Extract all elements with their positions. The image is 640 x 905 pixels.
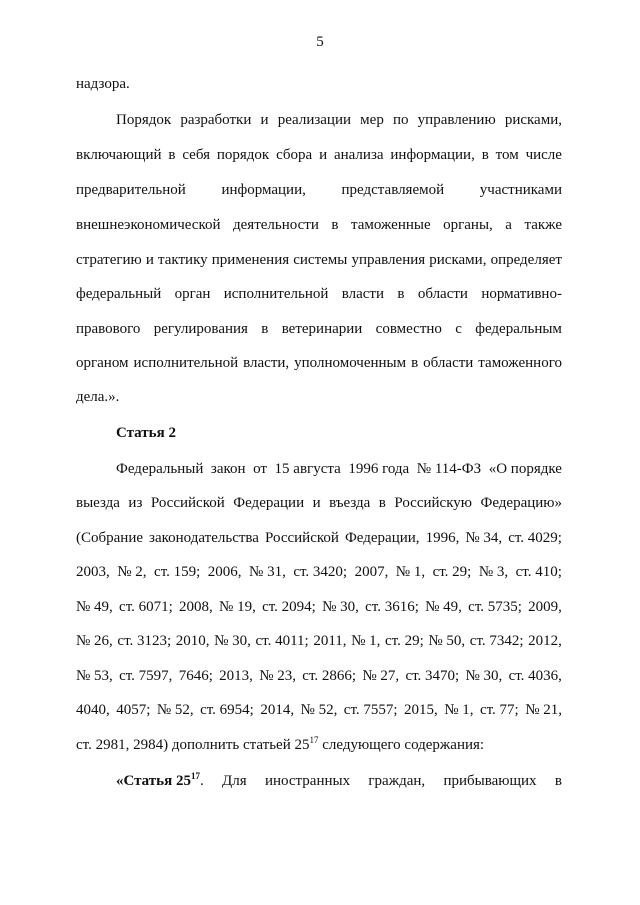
word: в	[168, 147, 176, 163]
word: Федеральный	[116, 461, 204, 477]
word: ст. 2094;	[262, 599, 316, 615]
word: федеральный	[76, 286, 162, 302]
word: деятельности	[233, 217, 319, 233]
new-article-word: граждан,	[368, 773, 426, 789]
word: № 49,	[76, 599, 113, 615]
word: власти,	[243, 355, 290, 371]
word: исполнительной	[133, 355, 239, 371]
word: 2014,	[260, 702, 295, 718]
word: ст. 5735;	[468, 599, 522, 615]
paragraph-3-line-4	[76, 563, 562, 581]
word: орган	[174, 286, 211, 302]
word: ст. 7597,	[119, 668, 173, 684]
word: № 30,	[322, 599, 359, 615]
word: определяет	[490, 252, 562, 268]
word: № 31,	[249, 564, 286, 580]
word: ст. 2866;	[302, 668, 357, 684]
word: уполномоченным	[294, 355, 407, 371]
word: ст. 159;	[154, 564, 201, 580]
paragraph-2-line-4	[76, 216, 562, 234]
word: 2008,	[179, 599, 213, 615]
new-article-title-period: .	[199, 773, 204, 789]
paragraph-2-line-6	[76, 285, 562, 303]
word: ст. 7342;	[469, 633, 524, 649]
word: ст. 77;	[479, 702, 519, 718]
paragraph-3-line-6	[76, 632, 562, 650]
word: и	[260, 112, 269, 128]
paragraph-3-line-8	[76, 701, 562, 719]
word: управлению	[417, 112, 496, 128]
word: ст. 6071;	[119, 599, 173, 615]
word: 1996 года	[348, 461, 410, 477]
word: 2003,	[76, 564, 110, 580]
paragraph-2-line-9: дела.».	[76, 389, 120, 405]
word: № 52,	[156, 702, 194, 718]
word: в	[331, 217, 339, 233]
word: 2011,	[313, 633, 347, 649]
word: разработки	[180, 112, 252, 128]
word: в	[411, 355, 419, 371]
word: ст. 3470;	[405, 668, 460, 684]
word: Российской	[264, 530, 339, 546]
word: в	[397, 286, 405, 302]
word: 2009,	[528, 599, 562, 615]
word: представляемой	[341, 182, 445, 198]
word: и	[312, 495, 321, 511]
word: а	[505, 217, 512, 233]
word: применения	[211, 252, 290, 268]
new-article-word: в	[554, 773, 562, 789]
word: ст. 3616;	[365, 599, 419, 615]
word: 2006,	[207, 564, 242, 580]
word: нормативно-	[481, 286, 562, 302]
word: области	[417, 286, 468, 302]
word: правового	[76, 321, 141, 337]
word: исполнительной	[223, 286, 329, 302]
word: 4040,	[76, 702, 110, 718]
paragraph-3-line-9-text: ст. 2981, 2984) дополнить статьей 25	[76, 737, 310, 753]
word: ст. 4036,	[508, 668, 562, 684]
word: таможенные	[350, 217, 431, 233]
word: регулирования	[153, 321, 248, 337]
word: № 1,	[444, 702, 474, 718]
paragraph-2-line-2	[76, 146, 562, 164]
word: № 52,	[300, 702, 338, 718]
word: реализации	[277, 112, 352, 128]
word: ветеринарии	[281, 321, 363, 337]
new-article-word: Для	[222, 773, 247, 789]
word: федеральным	[475, 321, 562, 337]
word: мер	[360, 112, 384, 128]
word: в	[481, 147, 489, 163]
word: № 1,	[351, 633, 381, 649]
paragraph-3-line-3	[76, 529, 562, 547]
word: и	[145, 252, 154, 268]
word: органом	[76, 355, 129, 371]
word: № 49,	[425, 599, 462, 615]
word: ст. 3420;	[293, 564, 348, 580]
paragraph-3-line-1	[116, 460, 562, 478]
new-article-word: прибывающих	[443, 773, 537, 789]
page-number: 5	[316, 34, 324, 50]
word: рисками,	[504, 112, 562, 128]
word: с	[455, 321, 462, 337]
word: сбора	[276, 147, 313, 163]
word: управления	[351, 252, 426, 268]
paragraph-3-line-9	[76, 736, 562, 754]
word: в	[261, 321, 269, 337]
word: и	[319, 147, 328, 163]
paragraph-2-line-3	[76, 181, 562, 199]
new-article-title	[116, 772, 204, 790]
word: области	[423, 355, 474, 371]
word: № 27,	[362, 668, 400, 684]
word: ст. 29;	[432, 564, 472, 580]
word: № 50,	[428, 633, 466, 649]
word: 4057;	[116, 702, 151, 718]
word: Федерации,	[344, 530, 420, 546]
word: Российскую	[394, 495, 472, 511]
word: порядок	[216, 147, 270, 163]
word: № 21,	[525, 702, 562, 718]
word: 7646;	[178, 668, 213, 684]
paragraph-3-line-9-tail: следующего содержания:	[318, 737, 485, 753]
word: 1996,	[425, 530, 460, 546]
word: 2013,	[219, 668, 253, 684]
word: ст. 7557;	[343, 702, 398, 718]
article-heading: Статья 2	[116, 425, 176, 441]
word: Порядок	[116, 112, 172, 128]
word: № 114-ФЗ	[416, 461, 482, 477]
word: (Собрание	[76, 530, 144, 546]
article-number-superscript: 17	[309, 735, 319, 745]
word: «О порядке	[488, 461, 562, 477]
word: в	[378, 495, 386, 511]
word: ст. 4011;	[255, 633, 309, 649]
word: № 53,	[76, 668, 113, 684]
new-article-title-bold: «Статья 25	[116, 773, 191, 789]
word: от	[253, 461, 267, 477]
word: № 30,	[214, 633, 251, 649]
word: № 23,	[259, 668, 297, 684]
paragraph-3-line-7	[76, 667, 562, 685]
word: въезда	[329, 495, 371, 511]
new-article-superscript: 17	[190, 771, 200, 781]
word: участниками	[479, 182, 562, 198]
paragraph-4-line-1	[116, 772, 562, 790]
word: органы,	[443, 217, 493, 233]
word: числе	[525, 147, 562, 163]
word: информации,	[221, 182, 306, 198]
word: законодательства	[149, 530, 259, 546]
paragraph-3-line-5	[76, 598, 562, 616]
word: стратегию	[76, 252, 142, 268]
word: предварительной	[76, 182, 186, 198]
word: 2010,	[175, 633, 210, 649]
word: № 2,	[117, 564, 147, 580]
word: 15 августа	[274, 461, 341, 477]
paragraph-2-line-8	[76, 354, 562, 372]
word: Федерации	[233, 495, 305, 511]
word: из	[128, 495, 143, 511]
word: № 1,	[395, 564, 426, 580]
word: таможенного	[478, 355, 562, 371]
word: внешнеэкономической	[76, 217, 221, 233]
word: ст. 4029;	[508, 530, 562, 546]
word: 2007,	[354, 564, 389, 580]
word: себя	[182, 147, 210, 163]
paragraph-3-line-2	[76, 494, 562, 512]
word: № 26,	[76, 633, 113, 649]
word: 2012,	[528, 633, 562, 649]
word: Федерацию»	[480, 495, 562, 511]
word: № 3,	[478, 564, 509, 580]
word: ст. 6954;	[200, 702, 254, 718]
word: выезда	[76, 495, 120, 511]
word: № 19,	[219, 599, 256, 615]
word: Российской	[150, 495, 225, 511]
word: включающий	[76, 147, 162, 163]
word: также	[524, 217, 562, 233]
new-article-word: иностранных	[264, 773, 351, 789]
paragraph-2-line-7	[76, 320, 562, 338]
word: ст. 410;	[515, 564, 562, 580]
word: по	[392, 112, 409, 128]
word: рисками,	[429, 252, 487, 268]
word: анализа	[333, 147, 384, 163]
word: № 34,	[465, 530, 503, 546]
paragraph-2-line-1	[116, 111, 562, 129]
word: совместно	[375, 321, 442, 337]
word: закон	[210, 461, 246, 477]
paragraph-2-line-5	[76, 251, 562, 269]
word: ст. 29;	[385, 633, 424, 649]
word: системы	[293, 252, 348, 268]
word: том	[495, 147, 519, 163]
word: информации,	[390, 147, 475, 163]
word: тактику	[158, 252, 208, 268]
paragraph-1-line: надзора.	[76, 76, 130, 92]
word: 2015,	[404, 702, 438, 718]
word: власти	[341, 286, 385, 302]
word: № 30,	[465, 668, 503, 684]
word: ст. 3123;	[117, 633, 172, 649]
